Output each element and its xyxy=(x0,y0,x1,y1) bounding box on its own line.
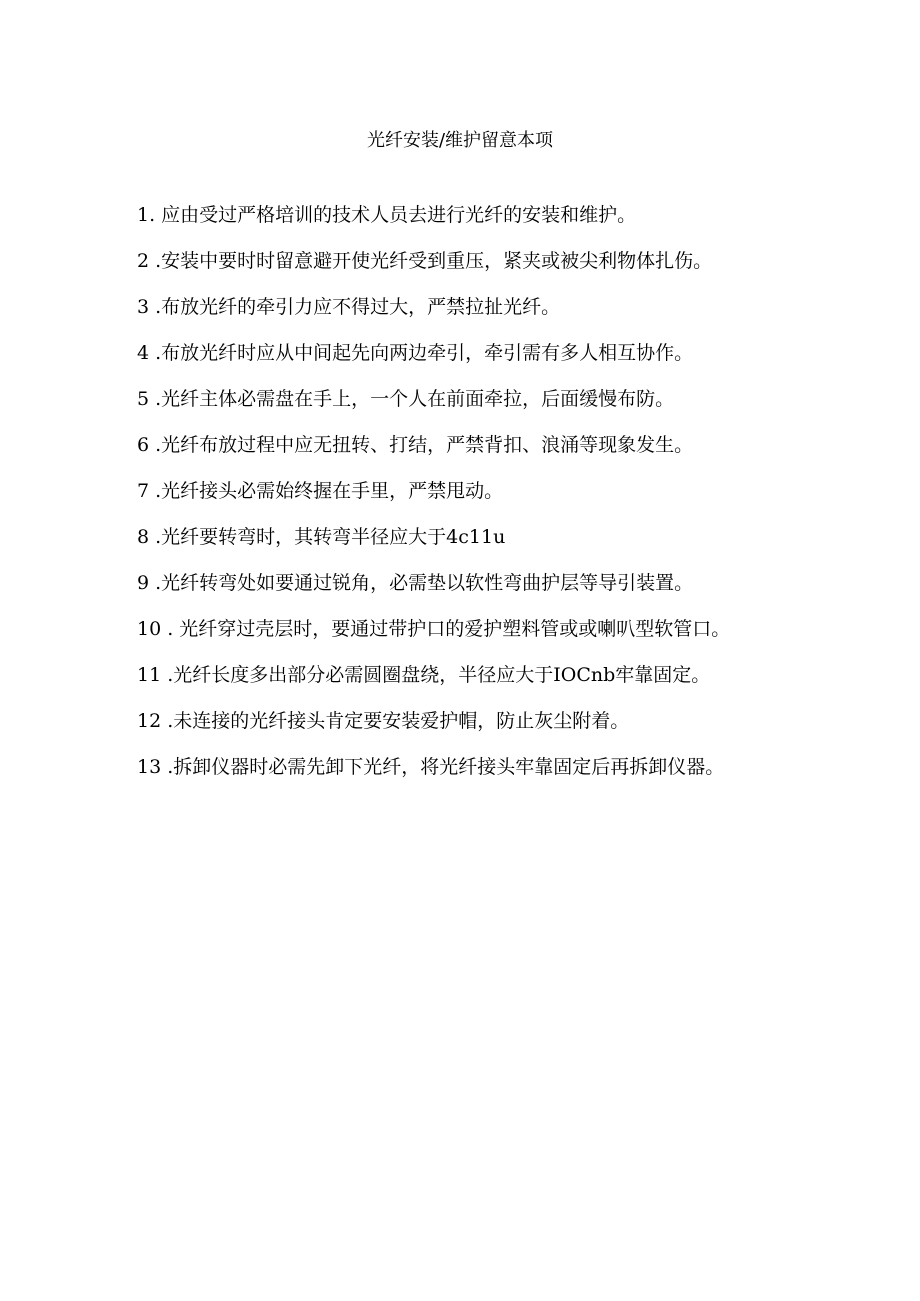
list-item xyxy=(137,708,772,734)
list-item xyxy=(137,340,772,366)
item-number: 2 xyxy=(137,250,150,272)
page-title: 光纤安装/维护留意本项 xyxy=(366,130,554,151)
instruction-list xyxy=(137,202,772,800)
list-item xyxy=(137,386,772,412)
item-text: .安装中要时时留意避开使光纤受到重压，紧夹或被尖利物体扎伤。 xyxy=(149,250,713,272)
list-item xyxy=(137,294,772,320)
list-item xyxy=(137,478,772,504)
list-item xyxy=(137,248,772,274)
item-number: 1 xyxy=(137,204,150,226)
list-item xyxy=(137,662,772,688)
item-number: 7 xyxy=(137,480,150,502)
item-number: 9 xyxy=(137,572,150,594)
item-text: .光纤转弯处如要通过锐角，必需垫以软性弯曲护层等导引装置。 xyxy=(149,572,694,594)
item-number: 11 xyxy=(137,664,162,686)
item-text: .光纤长度多出部分必需圆圈盘绕，半径应大于IOCnb牢靠固定。 xyxy=(161,664,711,686)
item-number: 4 xyxy=(137,342,150,364)
item-number: 10 xyxy=(137,618,162,640)
item-text: .光纤布放过程中应无扭转、打结，严禁背扣、浪涌等现象发生。 xyxy=(149,434,694,456)
list-item xyxy=(137,202,772,228)
list-item xyxy=(137,754,772,780)
item-text: .未连接的光纤接头肯定要安装爱护帽，防止灰尘附着。 xyxy=(161,710,630,732)
item-number: 3 xyxy=(137,296,150,318)
item-text: . 光纤穿过壳层时，要通过带护口的爱护塑料管或或喇叭型软管口。 xyxy=(161,618,731,640)
list-item xyxy=(137,524,772,550)
item-number: 6 xyxy=(137,434,150,456)
item-number: 13 xyxy=(137,756,162,778)
item-text: .光纤接头必需始终握在手里，严禁甩动。 xyxy=(149,480,504,502)
item-text: .布放光纤时应从中间起先向两边牵引，牵引需有多人相互协作。 xyxy=(149,342,694,364)
list-item xyxy=(137,616,772,642)
item-number: 8 xyxy=(137,526,150,548)
list-item xyxy=(137,570,772,596)
item-text: .拆卸仪器时必需先卸下光纤，将光纤接头牢靠固定后再拆卸仪器。 xyxy=(161,756,725,778)
item-number: 5 xyxy=(137,388,150,410)
item-text: .光纤要转弯时，其转弯半径应大于4c11u xyxy=(149,526,506,548)
list-item xyxy=(137,432,772,458)
item-text: .光纤主体必需盘在手上，一个人在前面牵拉，后面缓慢布防。 xyxy=(149,388,675,410)
item-text: . 应由受过严格培训的技术人员去进行光纤的安装和维护。 xyxy=(149,204,637,226)
item-number: 12 xyxy=(137,710,162,732)
item-text: .布放光纤的牵引力应不得过大，严禁拉扯光纤。 xyxy=(149,296,561,318)
